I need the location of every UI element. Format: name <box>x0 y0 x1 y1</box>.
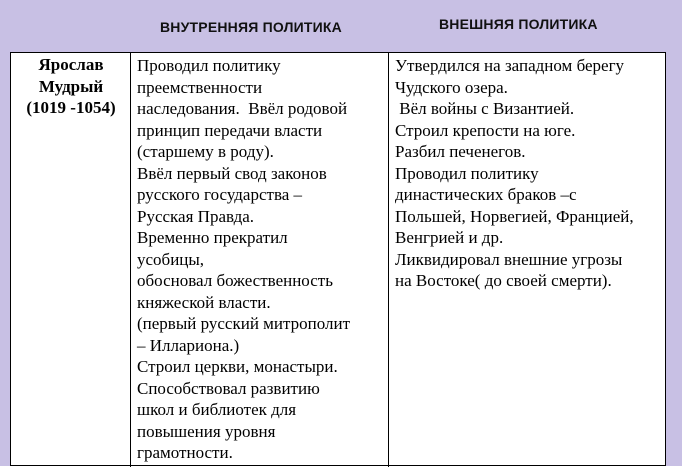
domestic-line: – Иллариона.) <box>137 335 240 355</box>
foreign-line: Польшей, Норвегией, Францией, <box>395 206 634 226</box>
domestic-line: преемственности <box>137 77 263 97</box>
foreign-line: династических браков –с <box>395 185 577 204</box>
ruler-name-second: Мудрый <box>38 76 104 96</box>
foreign-line: Строил крепости на юге. <box>395 120 576 140</box>
domestic-line: княжеской власти. <box>137 292 271 312</box>
foreign-line: Разбил печенегов. <box>395 142 526 161</box>
column-divider-2 <box>388 53 389 467</box>
foreign-line: Венгрией и др. <box>395 228 504 247</box>
domestic-line: наследования. Ввёл родовой <box>137 99 348 118</box>
domestic-line: (первый русский митрополит <box>137 314 351 333</box>
domestic-line: усобицы, <box>137 249 205 269</box>
foreign-line: Чудского озера. <box>395 77 508 97</box>
domestic-line: Русская Правда. <box>137 206 255 226</box>
foreign-policy-header: ВНЕШНЯЯ ПОЛИТИКА <box>439 16 598 32</box>
domestic-line: русского государства – <box>137 185 303 204</box>
domestic-line: Способствовал развитию <box>137 378 320 398</box>
foreign-line: Утвердился на западном берегу <box>395 56 625 75</box>
ruler-years: (1019 -1054) <box>26 98 116 117</box>
foreign-line: на Востоке( до своей смерти). <box>395 271 612 290</box>
column-divider-1 <box>130 53 131 467</box>
domestic-line: обосновал божественность <box>137 271 333 290</box>
foreign-policy-cell <box>395 55 667 292</box>
foreign-line: Вёл войны с Византией. <box>395 99 575 118</box>
domestic-line: Ввёл первый свод законов <box>137 163 327 183</box>
ruler-name-first: Ярослав <box>38 55 104 74</box>
domestic-line: школ и библиотек для <box>137 400 297 419</box>
domestic-line: повышения уровня <box>137 421 276 441</box>
foreign-line: Проводил политику <box>395 163 539 183</box>
foreign-line: Ликвидировал внешние угрозы <box>395 249 623 269</box>
domestic-line: Проводил политику <box>137 56 281 75</box>
domestic-line: Временно прекратил <box>137 228 288 247</box>
domestic-policy-header: ВНУТРЕННЯЯ ПОЛИТИКА <box>160 19 342 35</box>
policy-table <box>10 52 666 466</box>
right-background-strip <box>666 52 682 466</box>
domestic-line: грамотности. <box>137 443 233 462</box>
domestic-line: Строил церкви, монастыри. <box>137 357 338 376</box>
domestic-line: принцип передачи власти <box>137 120 323 140</box>
ruler-cell <box>13 54 129 119</box>
domestic-policy-cell <box>137 55 387 464</box>
domestic-line: (старшему в роду). <box>137 142 274 161</box>
